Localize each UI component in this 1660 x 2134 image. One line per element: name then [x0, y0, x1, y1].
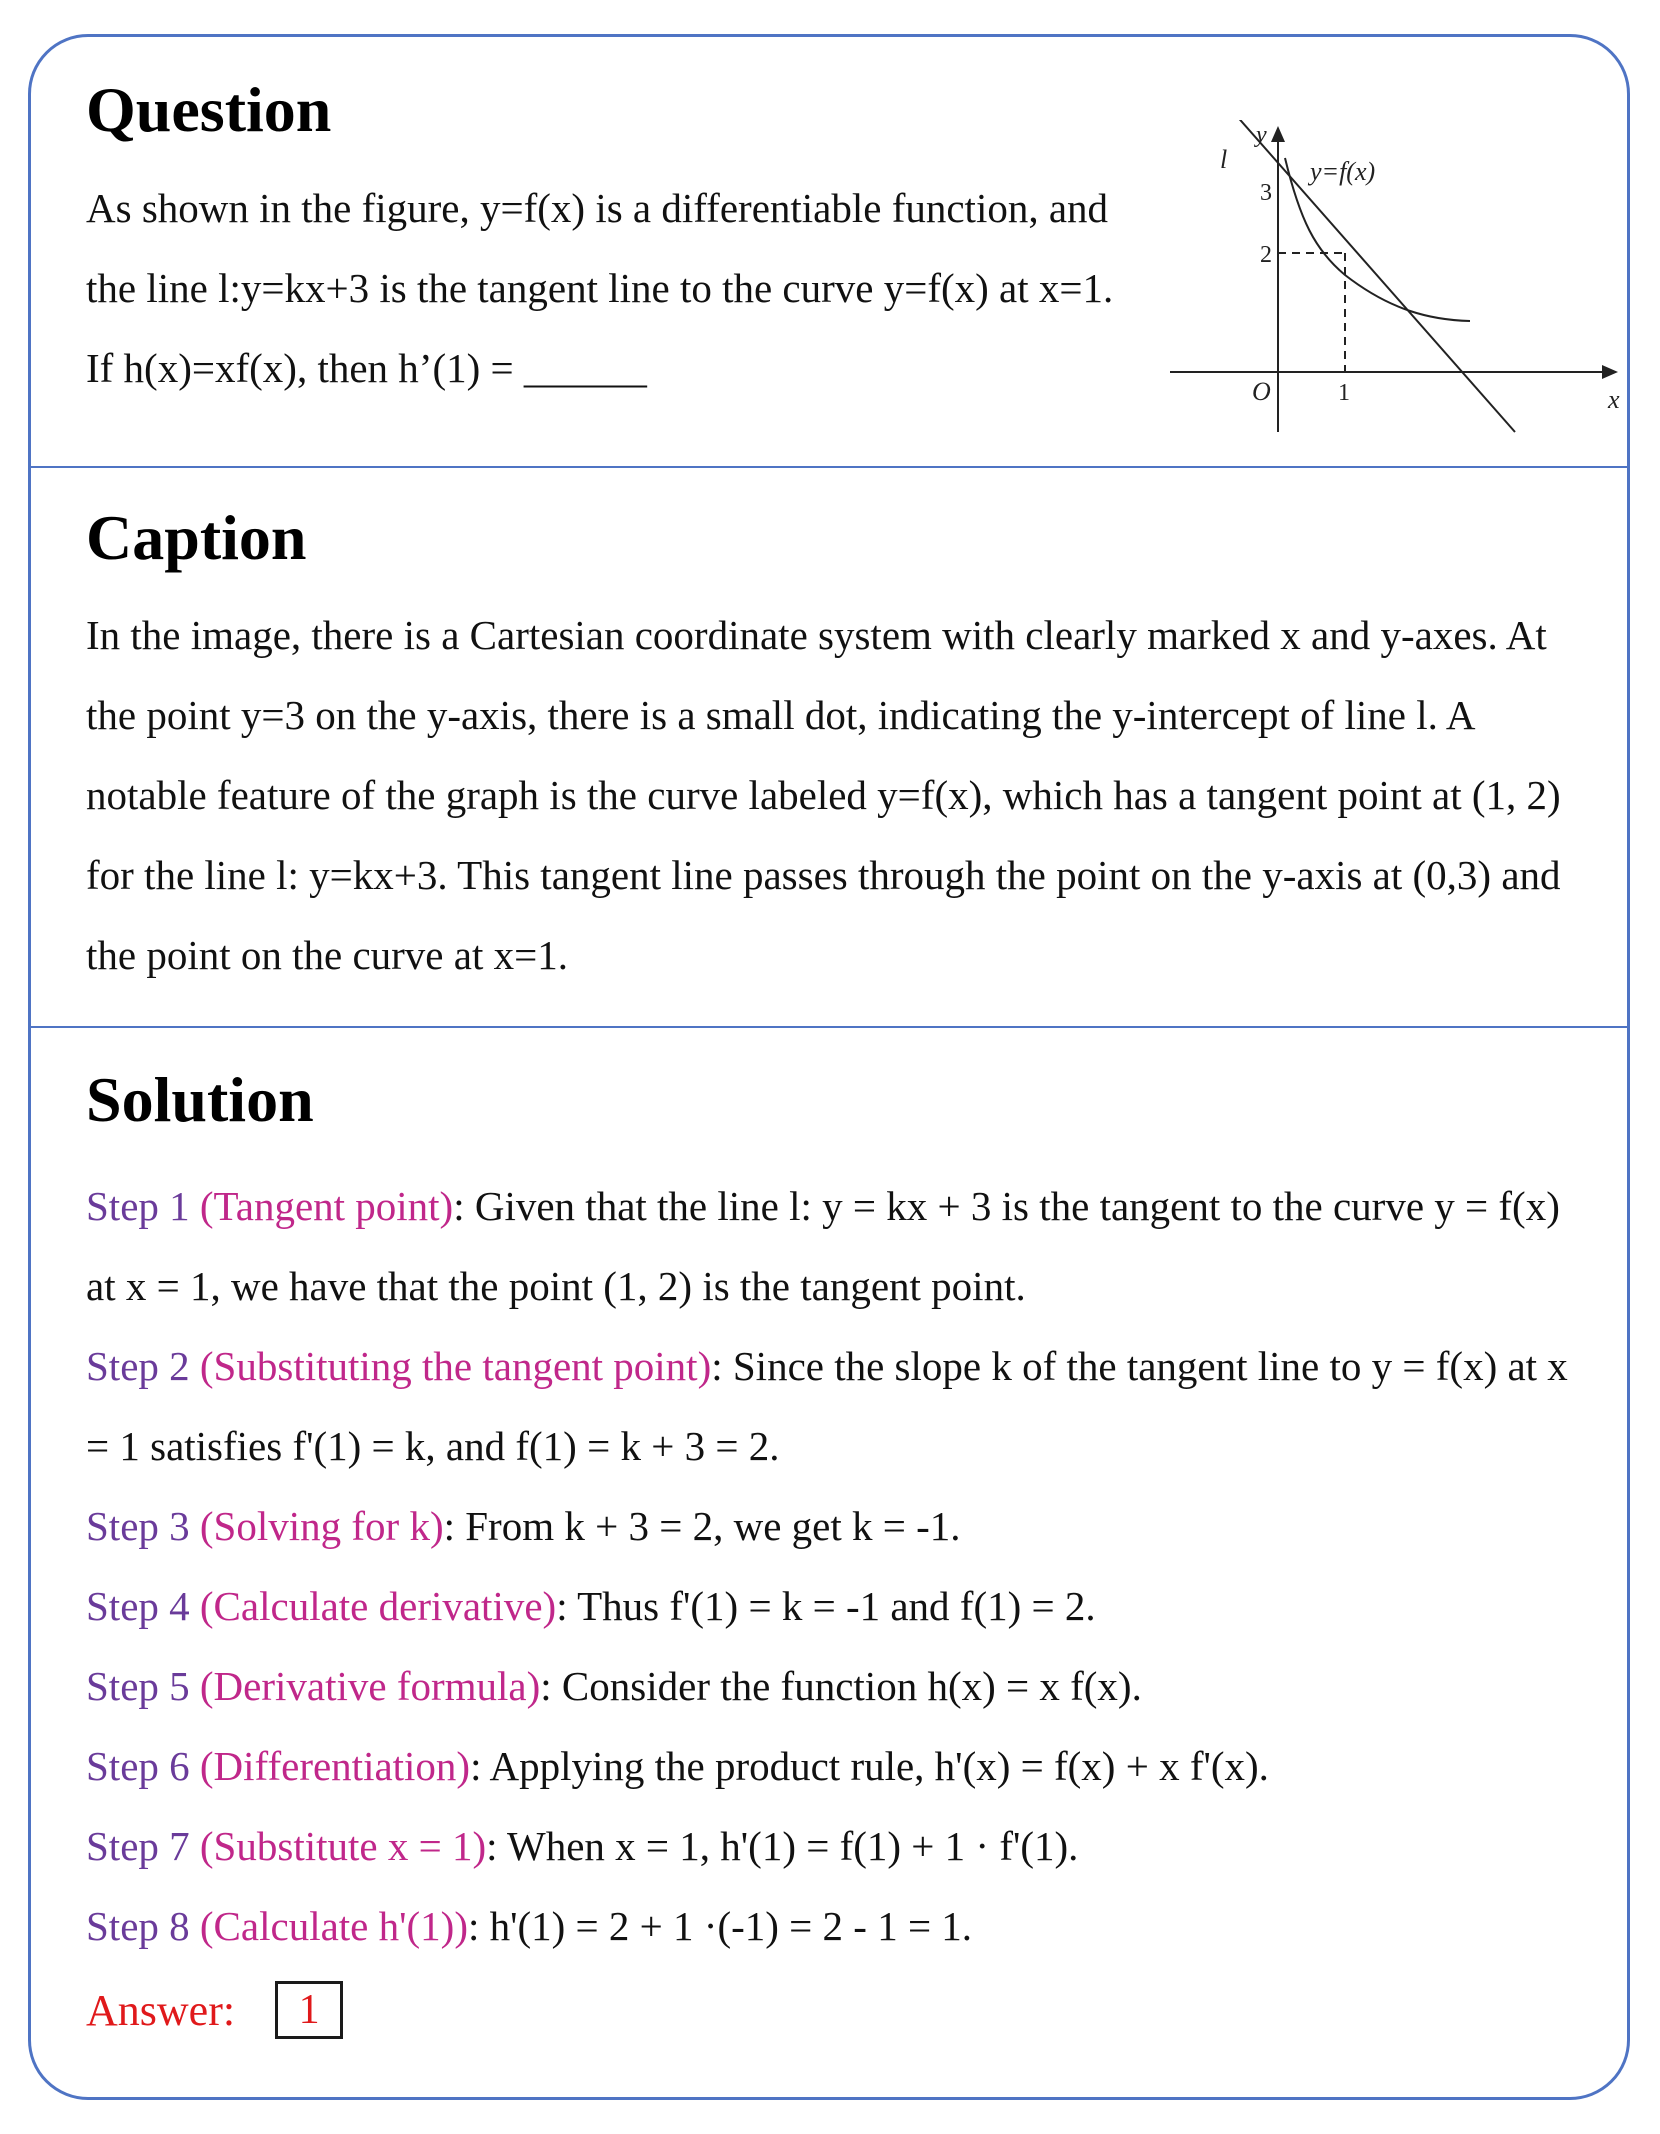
step-text: : When x = 1, h'(1) = f(1) + 1 · f'(1). — [486, 1823, 1079, 1869]
y-axis-label: y — [1256, 122, 1267, 148]
tangent-figure — [1160, 120, 1640, 440]
tick-label-x1: 1 — [1338, 380, 1350, 406]
tick-label-y3: 3 — [1260, 180, 1272, 206]
tick-label-y2: 2 — [1260, 242, 1272, 268]
answer-box: 1 — [275, 1981, 343, 2039]
step-title: (Solving for k) — [199, 1503, 444, 1549]
step-title: (Differentiation) — [199, 1743, 471, 1789]
x-axis-arrow — [1602, 365, 1618, 379]
solution-step — [86, 1566, 1586, 1646]
answer-label: Answer: — [86, 1985, 236, 2035]
question-text: As shown in the figure, y=f(x) is a differentiable function, and the line l:y=kx+3 is the tangent line to the curve y=f(x) at x=1. If h(x)=xf(x), then h’(1) = ______ — [86, 185, 1114, 391]
step-label: Step 8 — [86, 1903, 200, 1949]
step-title: (Calculate derivative) — [199, 1583, 557, 1629]
question-heading: Question — [86, 74, 332, 145]
step-label: Step 2 — [86, 1343, 200, 1389]
step-title: (Calculate h'(1)) — [199, 1903, 468, 1949]
step-text: : Applying the product rule, h'(x) = f(x) + x f'(x). — [470, 1743, 1269, 1789]
solution-step — [86, 1726, 1586, 1806]
line-label: l — [1220, 145, 1228, 174]
step-title: (Substituting the tangent point) — [199, 1343, 712, 1389]
step-text: : Since the slope k of the tangent line to y = f(x) at x = 1 satisfies f'(1) = k, and f(1) = k + 3 = 2. — [86, 1343, 1568, 1469]
caption-text: In the image, there is a Cartesian coordinate system with clearly marked x and y-axes. At the point y=3 on the y-axis, there is a small dot, indicating the y-intercept of line l. A notable feature of the graph is the curve labeled y=f(x), which has a tangent point at (1, 2) for the line l: y=kx+3. This tangent line passes through the point on the y-axis at (0,3) and the point on the curve at x=1. — [86, 612, 1561, 978]
step-text: : Consider the function h(x) = x f(x). — [540, 1663, 1142, 1709]
solution-heading: Solution — [86, 1064, 314, 1135]
step-title: (Substitute x = 1) — [199, 1823, 487, 1869]
solution-step — [86, 1166, 1586, 1326]
x-axis-label: x — [1608, 385, 1620, 414]
step-label: Step 7 — [86, 1823, 200, 1869]
step-title: (Tangent point) — [199, 1183, 454, 1229]
step-title: (Derivative formula) — [199, 1663, 541, 1709]
solution-steps — [86, 1166, 1586, 1966]
step-label: Step 6 — [86, 1743, 200, 1789]
step-label: Step 4 — [86, 1583, 200, 1629]
step-text: : h'(1) = 2 + 1 ·(-1) = 2 - 1 = 1. — [467, 1903, 973, 1949]
step-text: : From k + 3 = 2, we get k = -1. — [443, 1503, 961, 1549]
solution-step — [86, 1646, 1586, 1726]
curve-label: y=f(x) — [1310, 157, 1376, 186]
solution-step — [86, 1326, 1586, 1486]
step-label: Step 3 — [86, 1503, 200, 1549]
step-text: : Given that the line l: y = kx + 3 is the tangent to the curve y = f(x) at x = 1, we have that the point (1, 2) is the tangent point. — [86, 1183, 1560, 1309]
origin-label: O — [1252, 377, 1271, 406]
step-label: Step 1 — [86, 1183, 200, 1229]
solution-step — [86, 1806, 1586, 1886]
section-divider — [28, 1026, 1630, 1028]
section-divider — [28, 466, 1630, 468]
solution-step — [86, 1886, 1586, 1966]
caption-heading: Caption — [86, 502, 307, 573]
step-label: Step 5 — [86, 1663, 200, 1709]
answer-row — [86, 1970, 343, 2050]
y-axis-arrow — [1271, 126, 1285, 142]
step-text: : Thus f'(1) = k = -1 and f(1) = 2. — [556, 1583, 1096, 1629]
solution-step — [86, 1486, 1586, 1566]
